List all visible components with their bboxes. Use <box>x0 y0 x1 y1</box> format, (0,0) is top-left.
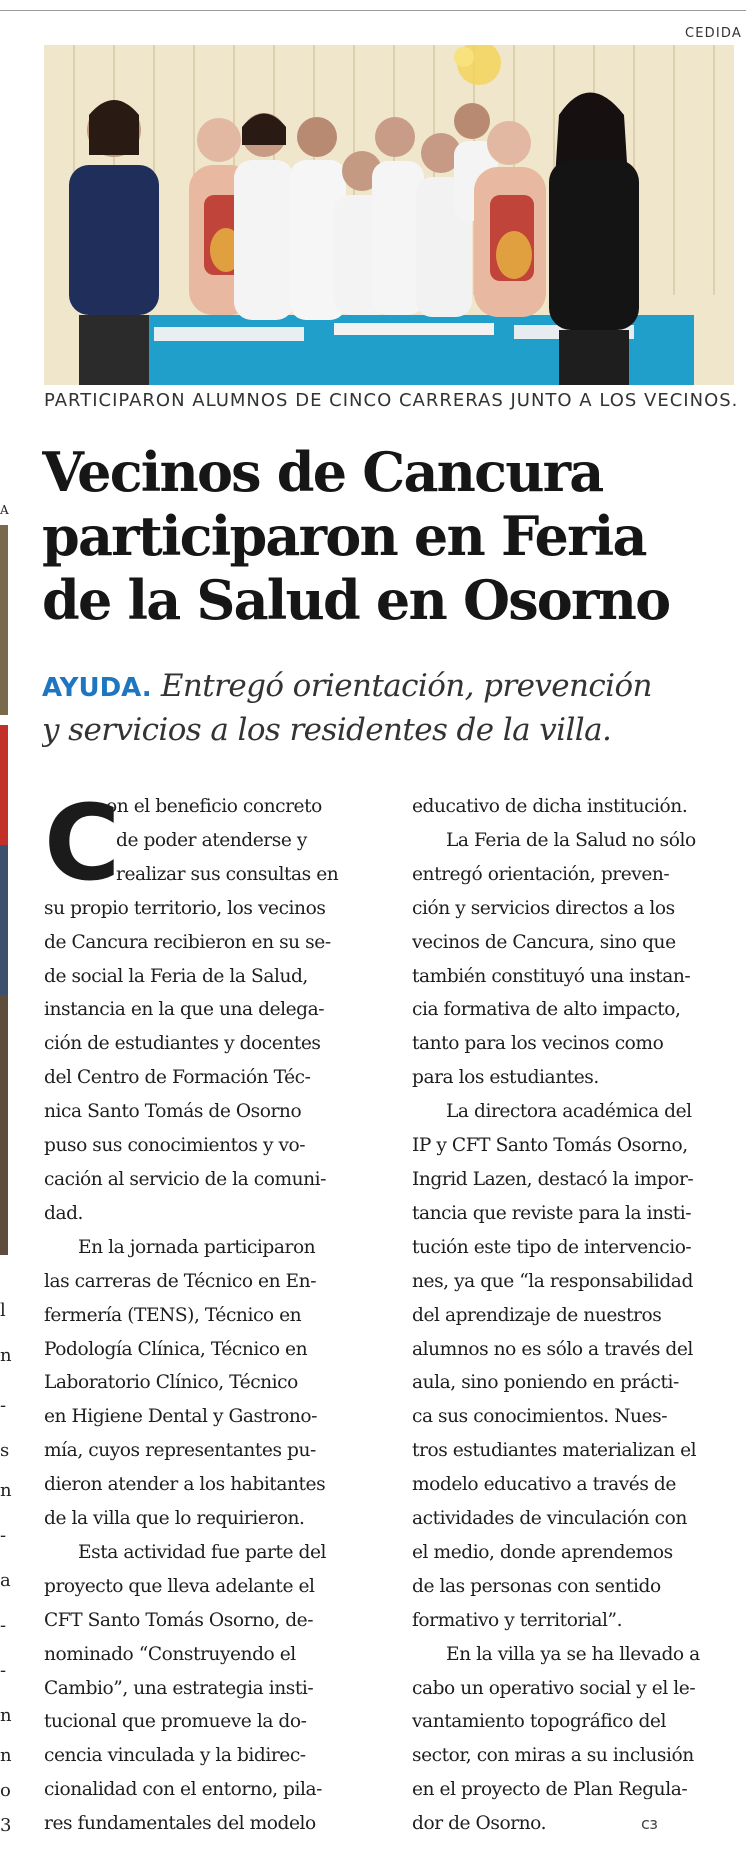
body-line: tución este tipo de intervencio- <box>412 1236 692 1258</box>
body-line: cia formativa de alto impacto, <box>412 999 681 1021</box>
body-line: también constituyó una instan- <box>412 965 691 987</box>
body-line: puso sus conocimientos y vo- <box>44 1135 306 1157</box>
body-line: modelo educativo a través de <box>412 1474 676 1496</box>
body-line: alumnos no es sólo a través del <box>412 1338 693 1360</box>
adjacent-fragment: - <box>0 1660 7 1681</box>
body-line: tucional que promueve la do- <box>44 1711 307 1733</box>
adjacent-photo-fragment <box>0 995 8 1255</box>
body-line: Podología Clínica, Técnico en <box>44 1338 308 1360</box>
body-line: de poder atenderse y <box>116 829 307 851</box>
adjacent-fragment: n <box>0 1705 12 1726</box>
adjacent-fragment: - <box>0 1395 7 1416</box>
body-line: ca sus conocimientos. Nues- <box>412 1406 668 1428</box>
adjacent-photo-fragment <box>0 725 8 845</box>
body-line: entregó orientación, preven- <box>412 863 670 885</box>
adjacent-fragment: A <box>0 503 9 517</box>
adjacent-fragment: o <box>0 1780 11 1801</box>
headline-line: Vecinos de Cancura <box>42 440 603 504</box>
body-line: aula, sino poniendo en prácti- <box>412 1372 679 1394</box>
body-line: on el beneficio concreto <box>106 796 322 817</box>
body-line: La directora académica del <box>446 1101 692 1123</box>
body-line: Esta actividad fue parte del <box>78 1541 327 1563</box>
article-subheading <box>42 665 742 751</box>
body-line: para los estudiantes. <box>412 1067 599 1089</box>
body-line: La Feria de la Salud no sólo <box>446 829 696 851</box>
body-line: Ingrid Lazen, destacó la impor- <box>412 1168 694 1190</box>
body-line: IP y CFT Santo Tomás Osorno, <box>412 1135 688 1157</box>
photo-credit: CEDIDA <box>684 26 742 41</box>
body-line: Cambio”, una estrategia insti- <box>44 1677 314 1699</box>
body-line: tros estudiantes materializan el <box>412 1440 697 1462</box>
subhead-line: y servicios a los residentes de la villa. <box>42 712 612 748</box>
body-line: el medio, donde aprendemos <box>412 1541 673 1563</box>
adjacent-fragment: - <box>0 1525 7 1546</box>
body-line: de Cancura recibieron en su se- <box>44 931 331 953</box>
drop-cap: C <box>44 782 121 904</box>
body-line: instancia en la que una delega- <box>44 999 325 1021</box>
adjacent-fragment: n <box>0 1345 12 1366</box>
body-line: Laboratorio Clínico, Técnico <box>44 1372 298 1394</box>
body-line: en el proyecto de Plan Regula- <box>412 1779 688 1801</box>
headline-line: participaron en Feria <box>42 504 646 568</box>
body-line: realizar sus consultas en <box>116 863 339 885</box>
body-line: formativo y territorial”. <box>412 1609 623 1631</box>
adjacent-fragment: s <box>0 1440 10 1461</box>
body-line: cabo un operativo social y el le- <box>412 1677 696 1699</box>
body-line: de las personas con sentido <box>412 1575 661 1597</box>
article-photo <box>44 45 734 385</box>
subhead-line <box>42 665 742 709</box>
body-line: nica Santo Tomás de Osorno <box>44 1101 302 1123</box>
end-of-article-mark: ᴄɜ <box>641 1814 658 1834</box>
body-line: En la villa ya se ha llevado a <box>446 1643 700 1665</box>
article-headline <box>42 440 722 632</box>
body-line: tanto para los vecinos como <box>412 1033 664 1055</box>
body-line: vecinos de Cancura, sino que <box>412 931 676 953</box>
adjacent-photo-fragment <box>0 525 8 715</box>
body-line: las carreras de Técnico en En- <box>44 1270 317 1292</box>
body-line: cionalidad con el entorno, pila- <box>44 1779 322 1801</box>
body-line: sector, con miras a su inclusión <box>412 1745 694 1767</box>
article-column-1 <box>44 782 366 1841</box>
body-line: dieron atender a los habitantes <box>44 1474 326 1496</box>
body-line: ción de estudiantes y docentes <box>44 1033 321 1055</box>
body-line: En la jornada participaron <box>78 1236 316 1258</box>
subhead-kicker: AYUDA. <box>42 673 152 703</box>
body-line: nominado “Construyendo el <box>44 1643 296 1665</box>
adjacent-article-strip <box>0 45 12 1855</box>
body-line: cación al servicio de la comuni- <box>44 1168 327 1190</box>
top-rule <box>0 10 746 11</box>
adjacent-fragment: n <box>0 1745 12 1766</box>
headline-line: de la Salud en Osorno <box>42 568 670 632</box>
adjacent-fragment: l <box>0 1300 6 1321</box>
body-line: CFT Santo Tomás Osorno, de- <box>44 1609 314 1631</box>
subhead-text: Entregó orientación, prevención <box>160 668 652 704</box>
body-line: mía, cuyos representantes pu- <box>44 1440 316 1462</box>
adjacent-fragment: n <box>0 1480 12 1501</box>
body-line: ción y servicios directos a los <box>412 897 675 919</box>
body-line: cencia vinculada y la bidirec- <box>44 1745 306 1767</box>
body-line: dor de Osorno. ᴄɜ <box>412 1813 658 1835</box>
body-line: de la villa que lo requirieron. <box>44 1508 305 1530</box>
body-line: fermería (TENS), Técnico en <box>44 1304 302 1326</box>
article-column-2 <box>412 790 734 1841</box>
body-line: en Higiene Dental y Gastrono- <box>44 1406 317 1428</box>
body-line: nes, ya que “la responsabilidad <box>412 1270 693 1292</box>
body-line: actividades de vinculación con <box>412 1508 687 1530</box>
body-line: tancia que reviste para la insti- <box>412 1202 692 1224</box>
body-line: del Centro de Formación Téc- <box>44 1067 311 1089</box>
body-line: su propio territorio, los vecinos <box>44 897 326 919</box>
photo-caption: PARTICIPARON ALUMNOS DE CINCO CARRERAS JUNTO A LOS VECINOS. <box>44 390 739 411</box>
body-line: proyecto que lleva adelante el <box>44 1575 315 1597</box>
body-line: vantamiento topográfico del <box>412 1711 666 1733</box>
body-line: de social la Feria de la Salud, <box>44 965 308 987</box>
adjacent-photo-fragment <box>0 845 8 995</box>
body-line: res fundamentales del modelo <box>44 1813 316 1835</box>
body-line: educativo de dicha institución. <box>412 796 688 817</box>
body-line: dad. <box>44 1202 84 1224</box>
adjacent-fragment: - <box>0 1615 7 1636</box>
adjacent-fragment: a <box>0 1570 11 1591</box>
adjacent-fragment: 3 <box>0 1815 12 1836</box>
body-line: del aprendizaje de nuestros <box>412 1304 662 1326</box>
